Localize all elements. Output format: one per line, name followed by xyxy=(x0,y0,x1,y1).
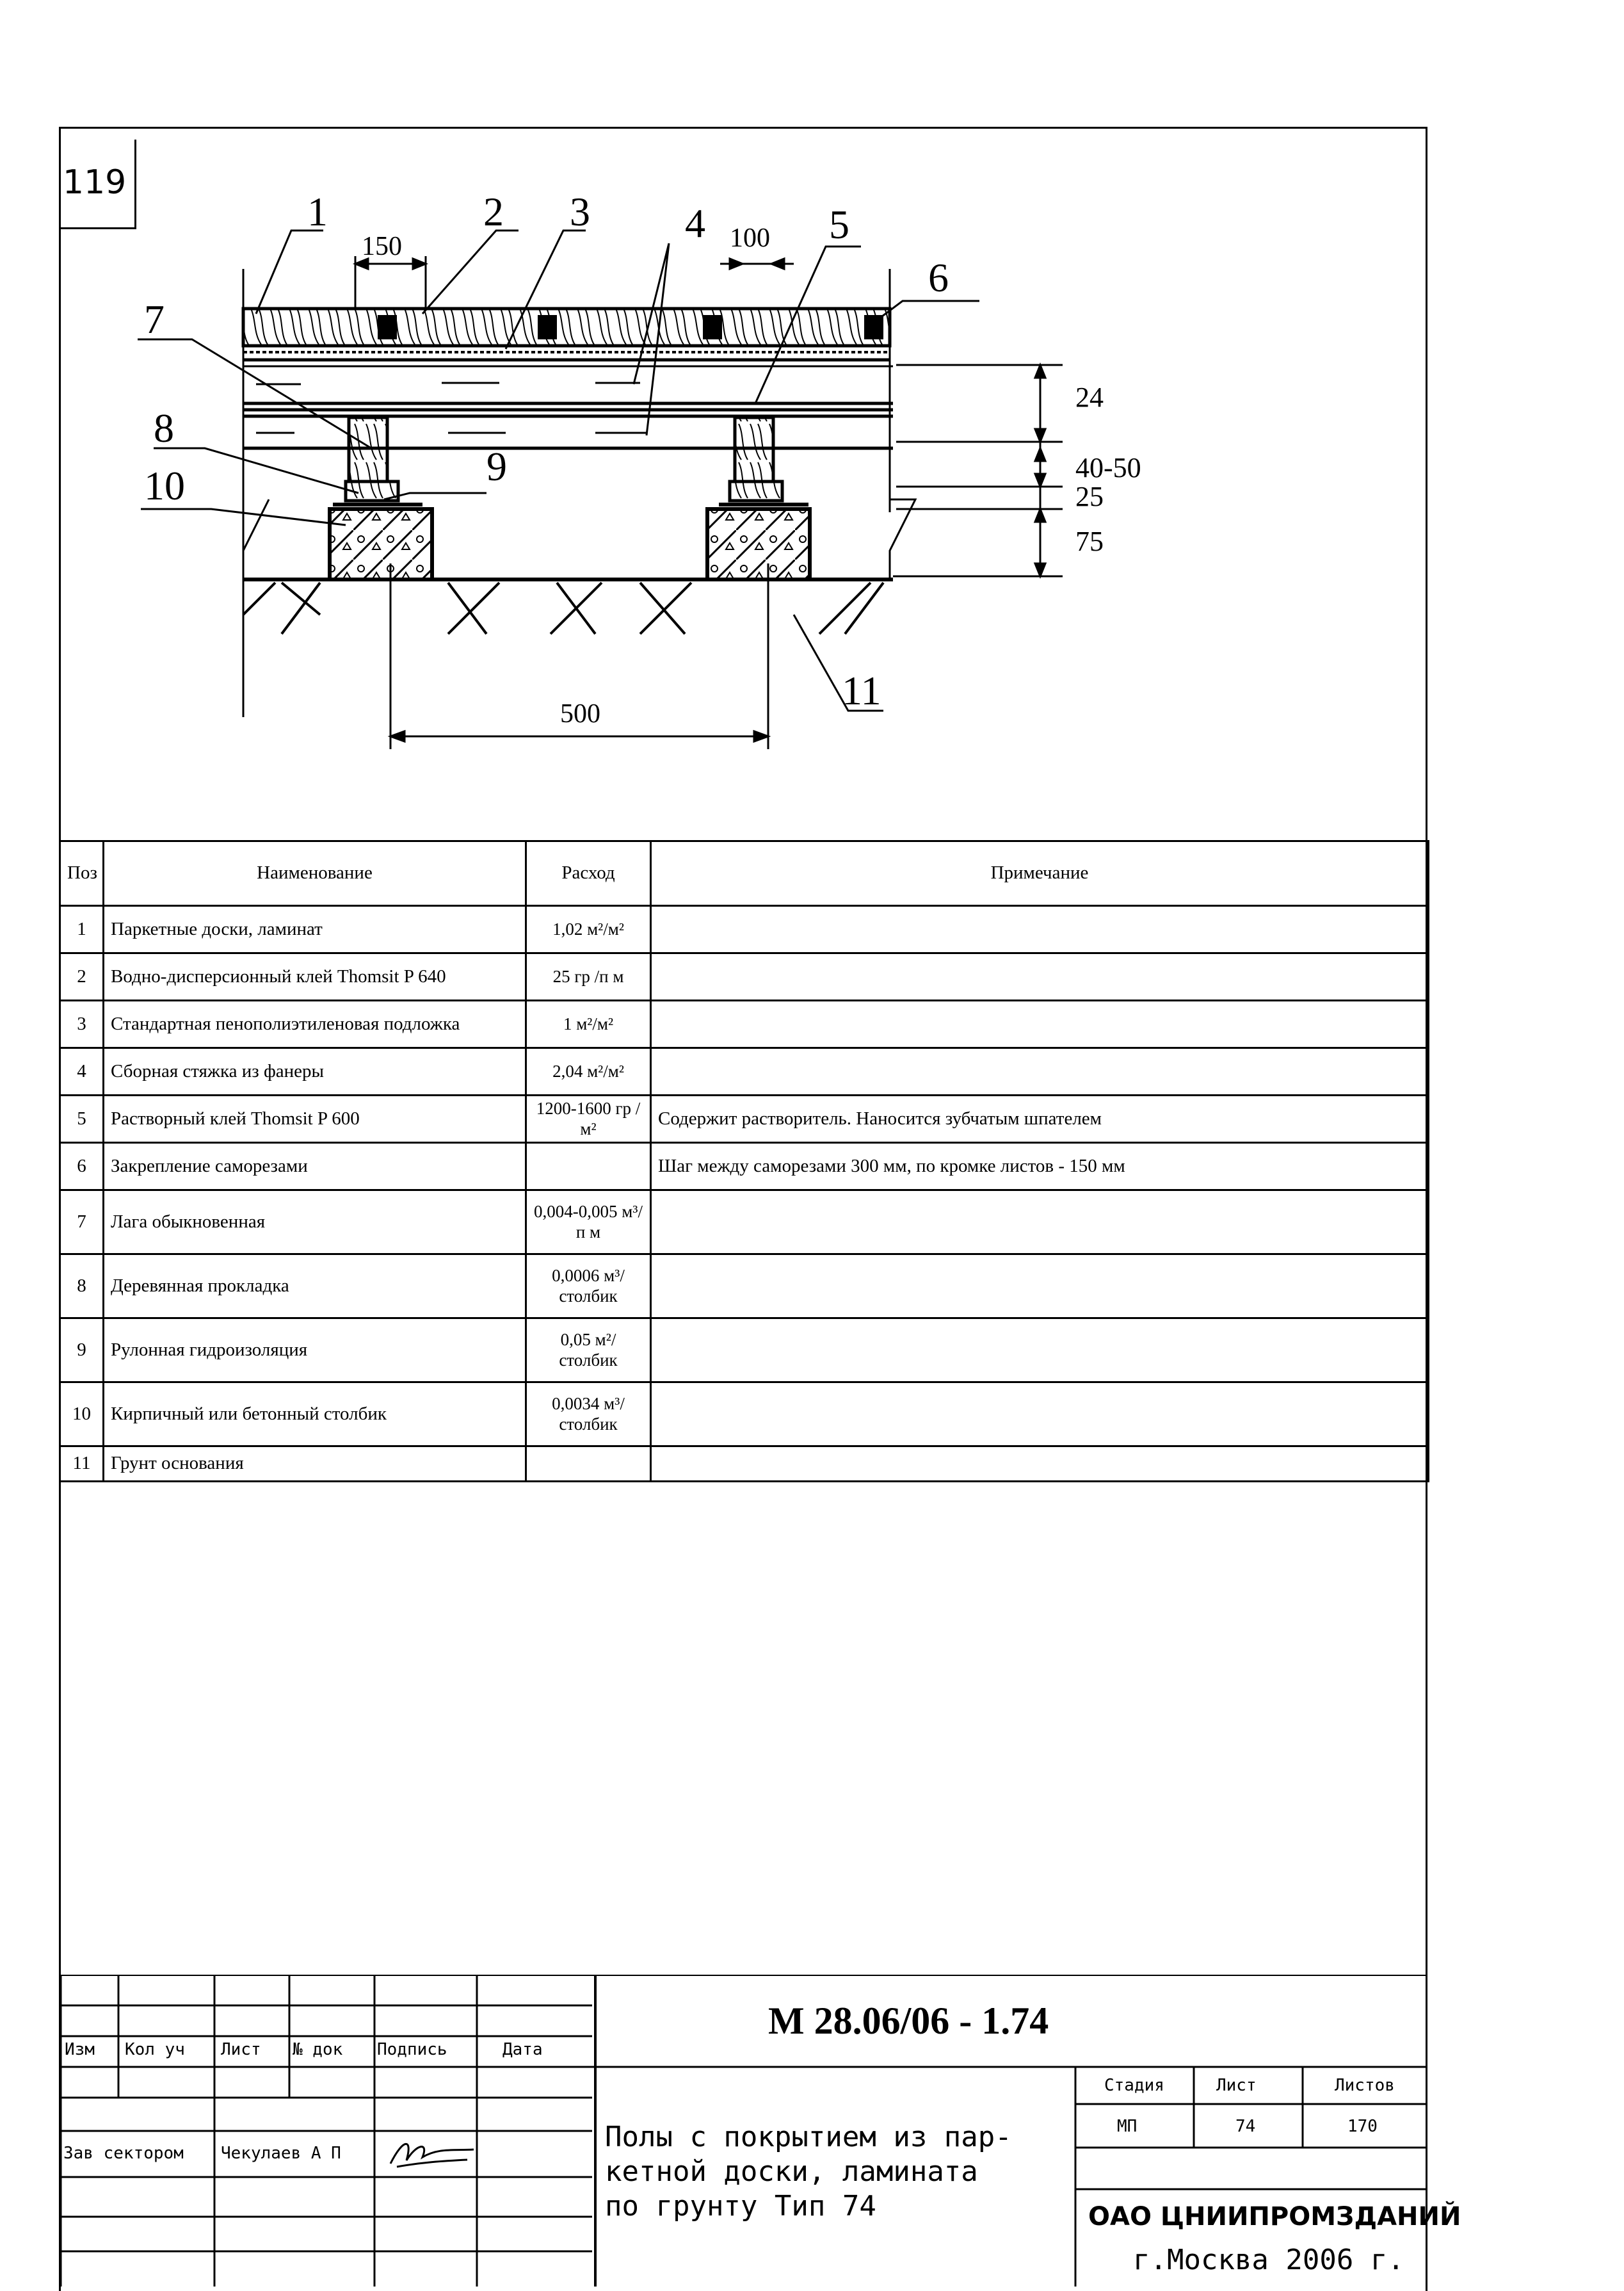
row-note: Содержит растворитель. Наносится зубчатым шпателем xyxy=(651,1096,1429,1143)
table-row xyxy=(60,1382,1429,1446)
row-consumption: 0,004-0,005 м³/п м xyxy=(526,1190,651,1254)
row-note xyxy=(651,1446,1429,1482)
row-consumption: 1 м²/м² xyxy=(526,1001,651,1048)
col-label-list: Лист xyxy=(221,2040,261,2059)
sheets-value: 170 xyxy=(1347,2117,1378,2136)
sheet-label: Лист xyxy=(1216,2076,1257,2095)
header-name: Наименование xyxy=(104,841,526,906)
row-consumption xyxy=(526,1143,651,1190)
row-pos: 7 xyxy=(60,1190,104,1254)
col-label-signature: Подпись xyxy=(377,2040,447,2059)
row-name: Рулонная гидроизоляция xyxy=(104,1318,526,1382)
row-pos: 10 xyxy=(60,1382,104,1446)
table-row xyxy=(60,1318,1429,1382)
row-consumption: 0,05 м²/столбик xyxy=(526,1318,651,1382)
sheet-value: 74 xyxy=(1235,2117,1256,2136)
dim-25: 25 xyxy=(1075,481,1104,512)
header-consumption: Расход xyxy=(526,841,651,906)
col-label-izm: Изм xyxy=(65,2040,95,2059)
row-consumption: 1200-1600 гр / м² xyxy=(526,1096,651,1143)
col-label-date: Дата xyxy=(502,2040,543,2059)
row-pos: 2 xyxy=(60,953,104,1001)
row-pos: 4 xyxy=(60,1048,104,1096)
header-pos: Поз xyxy=(60,841,104,906)
stage-value: МП xyxy=(1117,2117,1138,2136)
signature-icon xyxy=(378,2132,480,2176)
callout-7: 7 xyxy=(144,296,165,342)
specification-table xyxy=(59,840,1429,1482)
sheet-number: 119 xyxy=(63,163,127,202)
col-label-doc: № док xyxy=(293,2040,343,2059)
row-pos: 9 xyxy=(60,1318,104,1382)
row-note xyxy=(651,1254,1429,1318)
row-pos: 8 xyxy=(60,1254,104,1318)
dim-40-50: 40-50 xyxy=(1075,452,1141,483)
table-row xyxy=(60,1096,1429,1143)
dim-75: 75 xyxy=(1075,526,1104,557)
plywood-screed xyxy=(243,383,893,448)
table-row xyxy=(60,1190,1429,1254)
leader-lines xyxy=(138,231,979,711)
row-consumption: 1,02 м²/м² xyxy=(526,906,651,953)
document-designation: М 28.06/06 - 1.74 xyxy=(768,2000,1049,2042)
row-consumption xyxy=(526,1446,651,1482)
row-pos: 11 xyxy=(60,1446,104,1482)
callout-2: 2 xyxy=(483,189,504,234)
row-name: Водно-дисперсионный клей Thomsit P 640 xyxy=(104,953,526,1001)
city-year: г.Москва 2006 г. xyxy=(1133,2244,1404,2276)
callout-8: 8 xyxy=(154,405,174,451)
person-name: Чекулаев А П xyxy=(221,2144,341,2163)
row-consumption: 0,0006 м³/столбик xyxy=(526,1254,651,1318)
row-name: Деревянная прокладка xyxy=(104,1254,526,1318)
row-name: Кирпичный или бетонный столбик xyxy=(104,1382,526,1446)
table-row xyxy=(60,1254,1429,1318)
row-note xyxy=(651,1048,1429,1096)
row-name: Растворный клей Thomsit P 600 xyxy=(104,1096,526,1143)
callout-9: 9 xyxy=(486,444,507,489)
joist-7-left xyxy=(346,417,398,501)
callouts xyxy=(144,189,1141,729)
row-note xyxy=(651,1001,1429,1048)
table-row xyxy=(60,1143,1429,1190)
row-name: Стандартная пенополиэтиленовая подложка xyxy=(104,1001,526,1048)
row-note xyxy=(651,906,1429,953)
callout-3: 3 xyxy=(570,189,590,234)
stage-label: Стадия xyxy=(1104,2076,1164,2095)
column-10-left xyxy=(330,509,432,579)
callout-11: 11 xyxy=(842,668,881,713)
row-consumption: 2,04 м²/м² xyxy=(526,1048,651,1096)
callout-10: 10 xyxy=(144,463,185,508)
row-note xyxy=(651,1382,1429,1446)
ground-base xyxy=(243,579,893,634)
row-name: Паркетные доски, ламинат xyxy=(104,906,526,953)
table-header-row xyxy=(60,841,1429,906)
row-note xyxy=(651,1190,1429,1254)
role-label: Зав сектором xyxy=(63,2144,184,2163)
row-name: Грунт основания xyxy=(104,1446,526,1482)
table-row xyxy=(60,1048,1429,1096)
title-block xyxy=(61,1975,1461,2287)
joist-7-right xyxy=(730,417,782,501)
dim-24: 24 xyxy=(1075,382,1104,413)
row-consumption: 0,0034 м³/столбик xyxy=(526,1382,651,1446)
header-note: Примечание xyxy=(651,841,1429,906)
row-note: Шаг между саморезами 300 мм, по кромке листов - 150 мм xyxy=(651,1143,1429,1190)
callout-5: 5 xyxy=(829,202,849,247)
sheets-label: Листов xyxy=(1335,2076,1395,2095)
row-pos: 5 xyxy=(60,1096,104,1143)
col-label-kol-uch: Кол уч xyxy=(125,2040,185,2059)
organization-name: ОАО ЦНИИПРОМЗДАНИЙ xyxy=(1088,2202,1461,2231)
dim-500: 500 xyxy=(560,699,600,729)
row-pos: 3 xyxy=(60,1001,104,1048)
callout-4: 4 xyxy=(685,200,705,246)
title-line-3: по грунту Тип 74 xyxy=(605,2190,876,2222)
column-10-right xyxy=(707,509,810,579)
parquet-board-layer xyxy=(243,309,890,346)
row-note xyxy=(651,1318,1429,1382)
title-line-2: кетной доски, ламината xyxy=(605,2155,978,2188)
row-name: Закрепление саморезами xyxy=(104,1143,526,1190)
table-row xyxy=(60,906,1429,953)
title-line-1: Полы с покрытием из пар- xyxy=(605,2121,1012,2153)
dim-100: 100 xyxy=(730,223,770,253)
row-consumption: 25 гр /п м xyxy=(526,953,651,1001)
callout-1: 1 xyxy=(307,189,328,234)
table-row xyxy=(60,1446,1429,1482)
floor-section-drawing xyxy=(0,0,1624,800)
table-row xyxy=(60,953,1429,1001)
dim-150: 150 xyxy=(362,232,402,261)
row-pos: 1 xyxy=(60,906,104,953)
row-name: Лага обыкновенная xyxy=(104,1190,526,1254)
callout-6: 6 xyxy=(928,255,949,300)
row-pos: 6 xyxy=(60,1143,104,1190)
row-name: Сборная стяжка из фанеры xyxy=(104,1048,526,1096)
table-row xyxy=(60,1001,1429,1048)
row-note xyxy=(651,953,1429,1001)
